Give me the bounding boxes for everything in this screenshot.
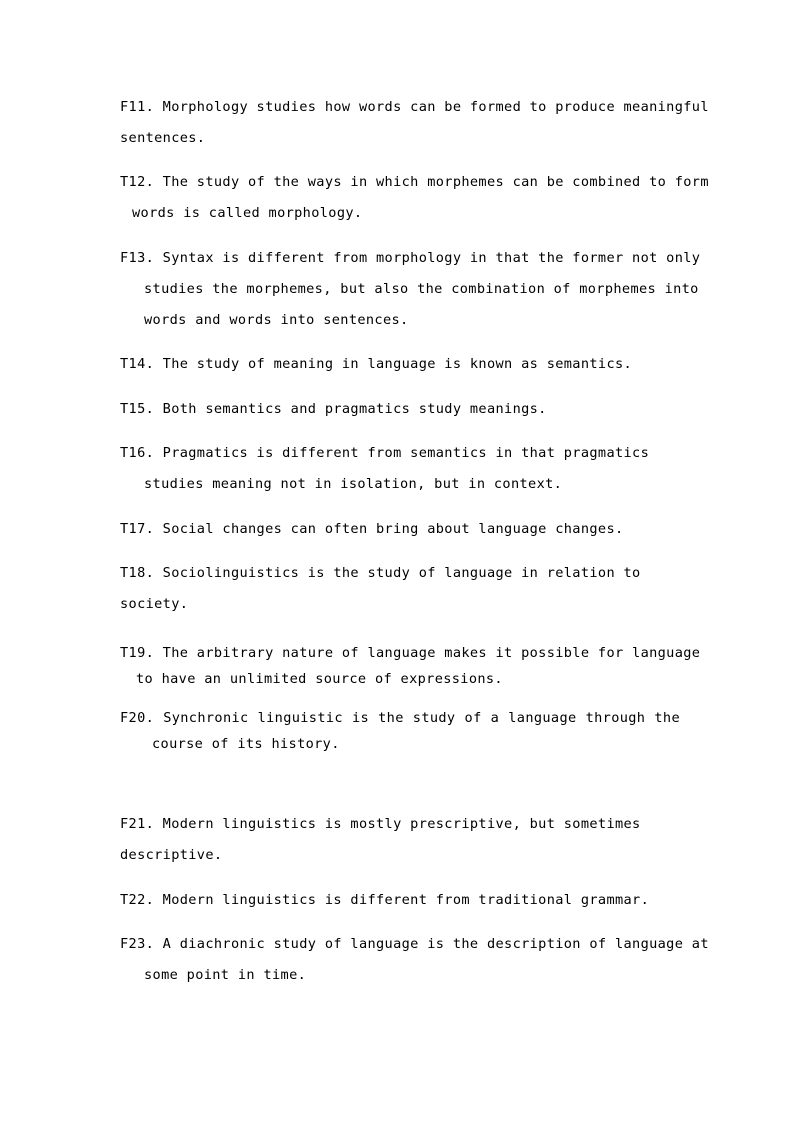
statement-text-line: T19. The arbitrary nature of language makes it possible for language	[120, 645, 701, 661]
statement-text-line: studies meaning not in isolation, but in context.	[144, 476, 563, 492]
statement-text-line: F13. Syntax is different from morphology in that the former not only	[120, 250, 701, 266]
statement-t22	[120, 885, 680, 916]
statement-f13	[120, 243, 701, 336]
statement-t12	[120, 167, 709, 229]
statement-text-line: to have an unlimited source of expressions.	[136, 671, 503, 687]
statement-text-line: sentences.	[120, 130, 206, 146]
statement-text-line: course of its history.	[152, 736, 340, 752]
statement-t14	[120, 349, 680, 380]
statement-t19	[120, 640, 701, 692]
statement-text-line: F21. Modern linguistics is mostly prescriptive, but sometimes	[120, 816, 641, 832]
statement-text-line: some point in time.	[144, 967, 307, 983]
statement-f21	[120, 809, 680, 871]
statement-text-line: T16. Pragmatics is different from semantics in that pragmatics	[120, 445, 650, 461]
statement-text-line: T18. Sociolinguistics is the study of language in relation to	[120, 565, 641, 581]
statement-text-line: society.	[120, 596, 189, 612]
statement-t16	[120, 438, 680, 500]
statement-text-line: T22. Modern linguistics is different from traditional grammar.	[120, 892, 650, 908]
statement-text-line: F11. Morphology studies how words can be formed to produce meaningful	[120, 99, 709, 115]
statement-t18	[120, 558, 680, 620]
statement-text-line: studies the morphemes, but also the combination of morphemes into	[144, 281, 699, 297]
statement-text-line: T17. Social changes can often bring about language changes.	[120, 521, 624, 537]
statement-t17	[120, 514, 680, 545]
statement-text-line: T12. The study of the ways in which morphemes can be combined to form	[120, 174, 709, 190]
statement-f11	[120, 92, 709, 154]
statement-t15	[120, 394, 680, 425]
statement-text-line: words and words into sentences.	[144, 312, 409, 328]
statement-text-line: descriptive.	[120, 847, 223, 863]
statement-f20	[120, 705, 680, 757]
statement-text-line: T14. The study of meaning in language is known as semantics.	[120, 356, 633, 372]
statement-text-line: T15. Both semantics and pragmatics study meanings.	[120, 401, 547, 417]
statement-text-line: words is called morphology.	[132, 205, 363, 221]
statement-f23	[120, 929, 709, 991]
statement-text-line: F23. A diachronic study of language is the description of language at	[120, 936, 709, 952]
statement-text-line: F20. Synchronic linguistic is the study of a language through the	[120, 710, 680, 726]
